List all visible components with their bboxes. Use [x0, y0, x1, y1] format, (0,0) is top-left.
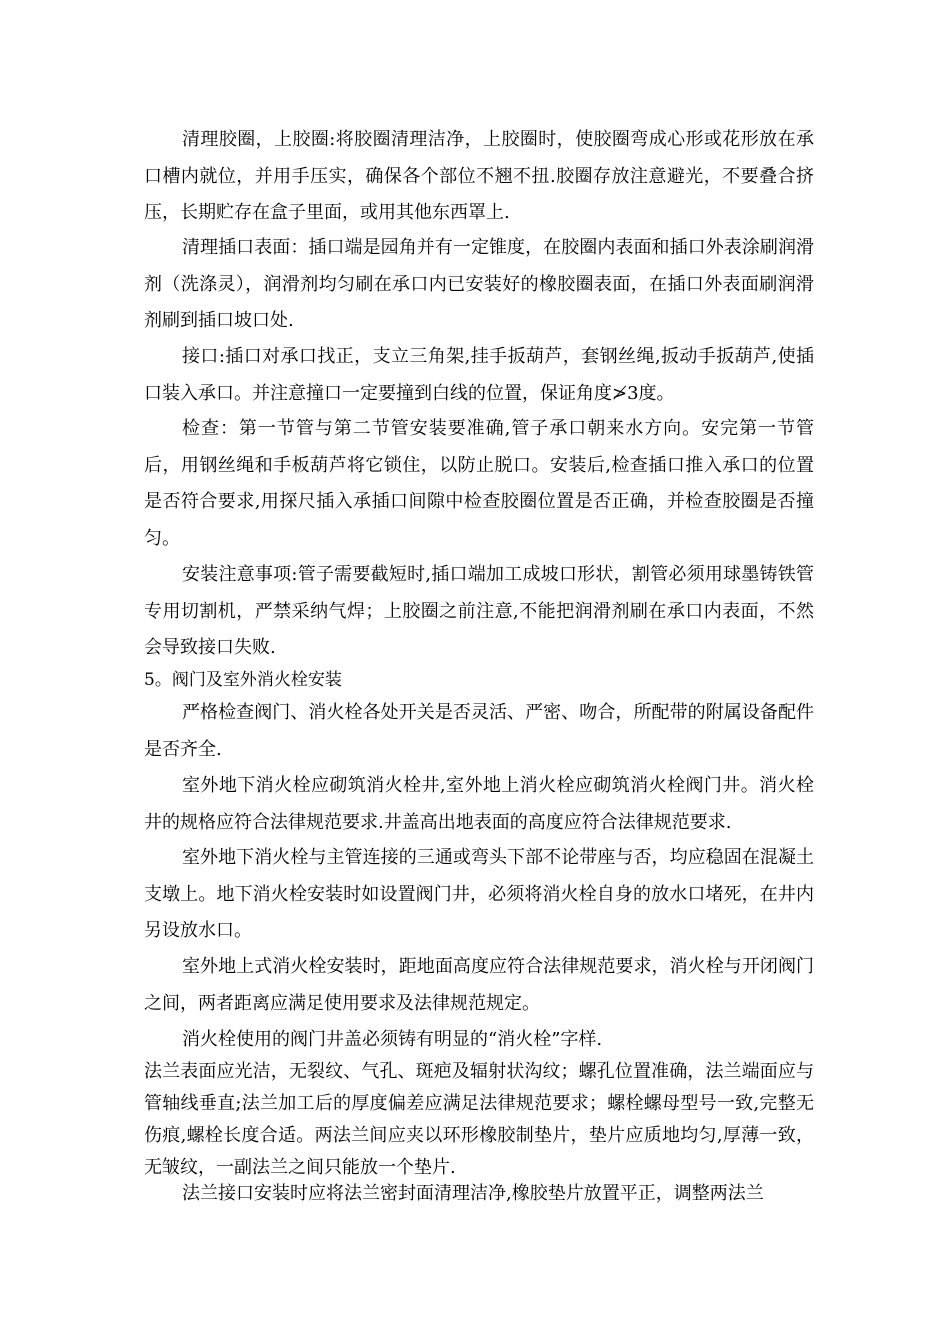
paragraph-underground-hydrant: 室外地下消火栓与主管连接的三通或弯头下部不论带座与否，均应稳固在混凝土支墩上。地下消火栓安装时如设置阀门井，必须将消火栓自身的放水口堵死，在井内另设放水口。 — [144, 847, 814, 941]
paragraph-hydrant-well: 室外地下消火栓应砌筑消火栓井,室外地上消火栓应砌筑消火栓阀门井。消火栓井的规格应符合法律规范要求.井盖高出地表面的高度应符合法律规范要求. — [144, 775, 814, 833]
paragraph-flange-installation: 法兰接口安装时应将法兰密封面清理洁净,橡胶垫片放置平正，调整两法兰 — [182, 1183, 764, 1204]
paragraph-valve-check: 严格检查阀门、消火栓各处开关是否灵活、严密、吻合，所配带的附属设备配件是否齐全. — [144, 702, 814, 760]
paragraph-installation-notes: 安装注意事项:管子需要截短时,插口端加工成坡口形状，割管必须用球墨铸铁管专用切割机，严禁采纳气焊；上胶圈之前注意,不能把润滑剂刷在承口内表面，不然会导致接口失败. — [144, 564, 814, 658]
paragraph-joint: 接口:插口对承口找正，支立三角架,挂手扳葫芦，套钢丝绳,扳动手扳葫芦,使插口装入承口。并注意撞口一定要撞到白线的位置，保证角度≯3度。 — [144, 346, 814, 404]
paragraph-gasket-cleaning: 清理胶圈，上胶圈:将胶圈清理洁净，上胶圈时，使胶圈弯成心形或花形放在承口槽内就位，并用手压实，确保各个部位不翘不扭.胶圈存放注意避光，不要叠合挤压，长期贮存在盒子里面，或用其他东西罩上. — [144, 129, 814, 223]
section-heading: 5。阀门及室外消火栓安装 — [144, 670, 342, 690]
paragraph-aboveground-hydrant: 室外地上式消火栓安装时，距地面高度应符合法律规范要求，消火栓与开闭阀门之间，两者距离应满足使用要求及法律规范规定。 — [144, 956, 814, 1014]
paragraph-inspection: 检查：第一节管与第二节管安装要准确,管子承口朝来水方向。安完第一节管后，用钢丝绳和手板葫芦将它锁住，以防止脱口。安装后,检查插口推入承口的位置是否符合要求,用探尺插入承插口间隙中检查胶圈位置是否正确，并检查胶圈是否撞匀。 — [144, 418, 814, 549]
paragraph-well-cover: 消火栓使用的阀门井盖必须铸有明显的“消火栓”字样. — [182, 1029, 603, 1050]
paragraph-spigot-cleaning: 清理插口表面：插口端是园角并有一定锥度，在胶圈内表面和插口外表涂刷润滑剂（洗涤灵），润滑剂均匀刷在承口内已安装好的橡胶圈表面，在插口外表面刷润滑剂刷到插口坡口处. — [144, 237, 814, 331]
paragraph-flange-surface: 法兰表面应光洁，无裂纹、气孔、斑疤及辐射状沟纹；螺孔位置准确，法兰端面应与管轴线垂直;法兰加工后的厚度偏差应满足法律规范要求；螺栓螺母型号一致,完整无伤痕,螺栓长度合适。两法兰间应夹以环形橡胶制垫片，垫片应质地均匀,厚薄一致，无皱纹，一副法兰之间只能放一个垫片. — [144, 1061, 814, 1178]
